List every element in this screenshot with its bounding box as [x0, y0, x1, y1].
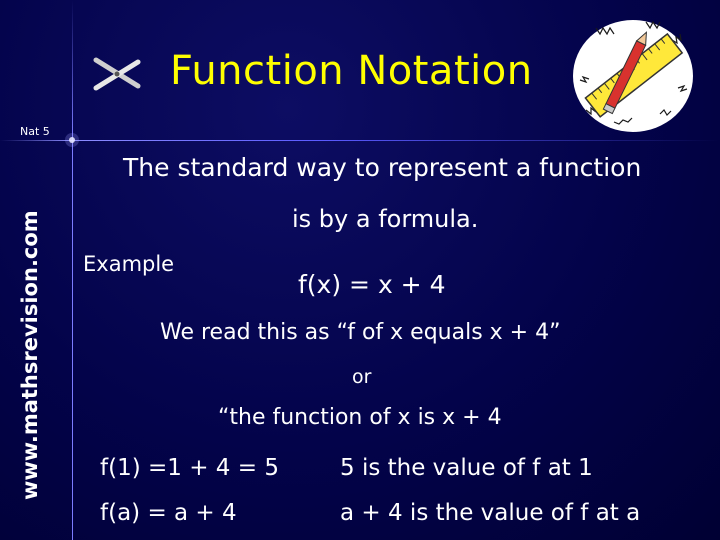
evaluation-f1: f(1) =1 + 4 = 5 [100, 455, 279, 481]
crosshair-star-icon [62, 130, 82, 150]
evaluation-fa-meaning: a + 4 is the value of f at a [340, 500, 641, 526]
intro-line-1: The standard way to represent a function [123, 153, 642, 182]
read-as-text: We read this as “f of x equals x + 4” [160, 320, 561, 345]
level-label: Nat 5 [20, 125, 50, 138]
vertical-guide-line [72, 0, 73, 540]
website-link[interactable]: www.mathsrevision.com [18, 210, 42, 500]
or-text: or [352, 366, 372, 388]
horizontal-guide-line [0, 140, 720, 141]
alt-reading-text: “the function of x is x + 4 [218, 405, 502, 430]
slide-title: Function Notation [170, 48, 533, 94]
scissors-icon [92, 56, 142, 92]
evaluation-fa: f(a) = a + 4 [100, 500, 237, 526]
intro-line-2: is by a formula. [292, 205, 479, 233]
formula: f(x) = x + 4 [298, 270, 446, 299]
evaluation-f1-meaning: 5 is the value of f at 1 [340, 455, 593, 481]
ruler-pencil-icon [568, 10, 698, 138]
example-label: Example [83, 252, 175, 276]
